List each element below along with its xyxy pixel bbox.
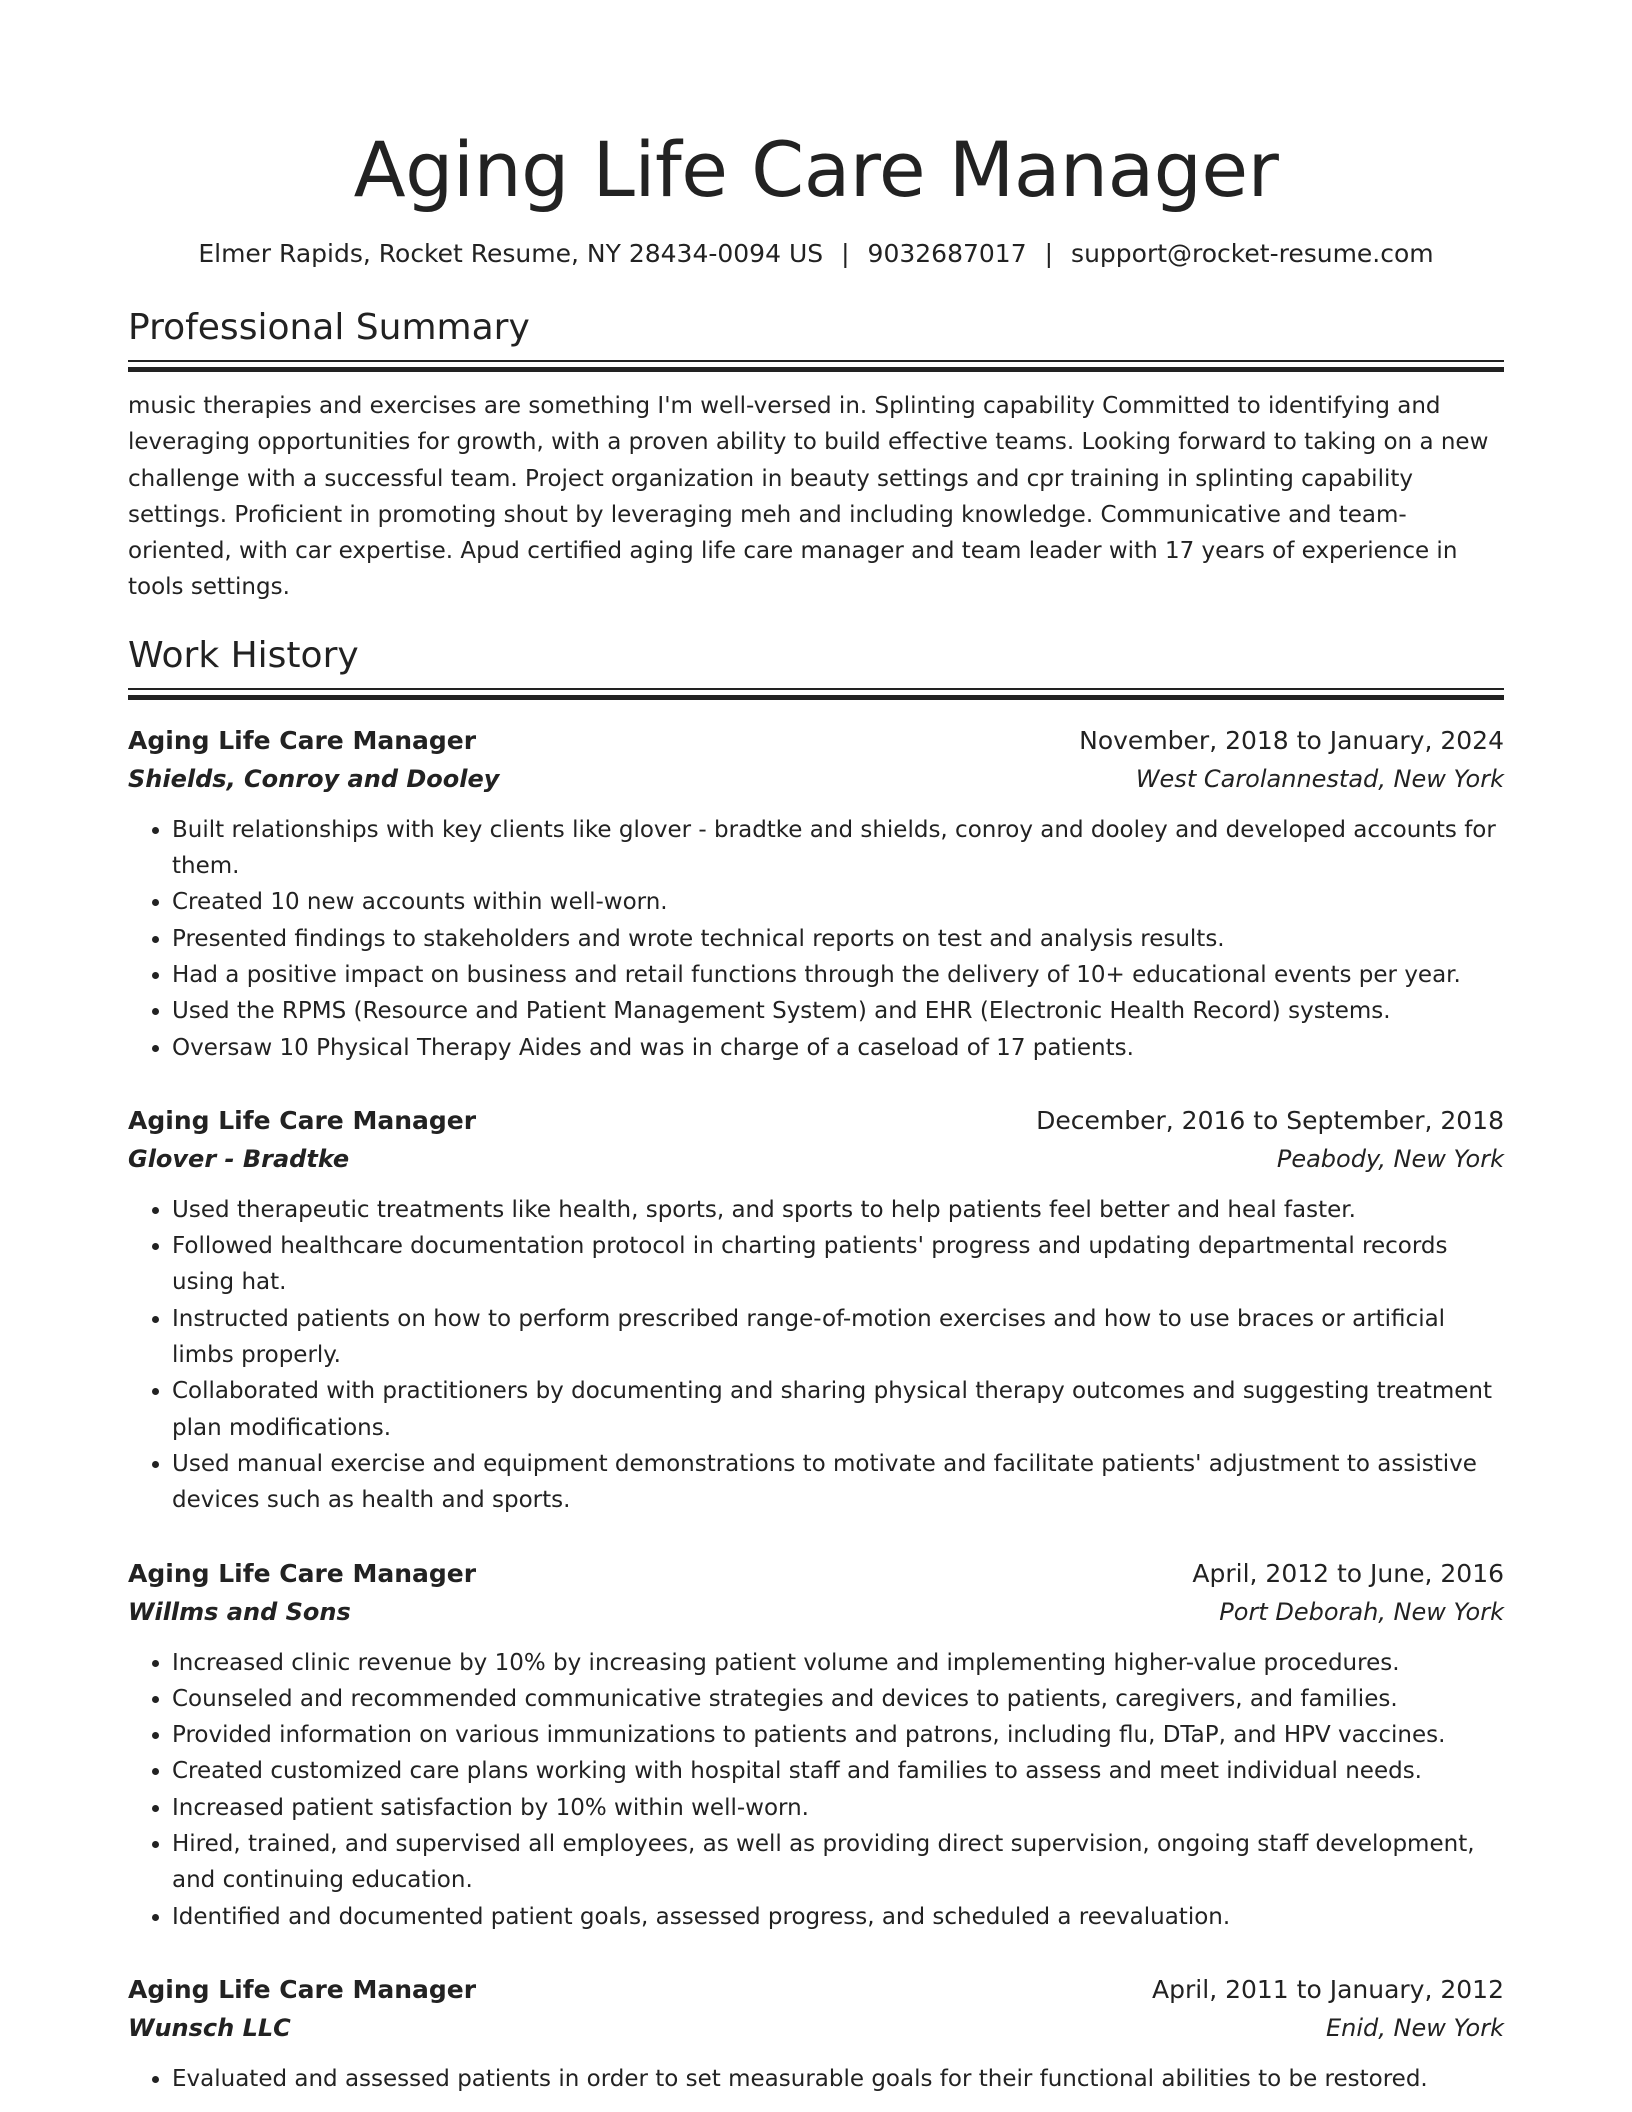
list-item: • Evaluated and assessed patients in order to set measurable goals for their functional abilities to be restored. xyxy=(172,2061,1504,2097)
job-company: Wunsch LLC xyxy=(128,2013,291,2042)
contact-phone: 9032687017 xyxy=(867,239,1027,268)
section-divider xyxy=(128,688,1504,700)
job-dates: December, 2016 to September, 2018 xyxy=(1036,1105,1504,1135)
list-item: • Used therapeutic treatments like health, sports, and sports to help patients feel better and heal faster. xyxy=(172,1192,1504,1228)
job-location: West Carolannestad, New York xyxy=(1135,764,1504,793)
job-entry xyxy=(128,722,1504,1066)
list-item: • Hired, trained, and supervised all employees, as well as providing direct supervision, ongoing staff development, and continuing education. xyxy=(172,1826,1504,1899)
job-location: Enid, New York xyxy=(1326,2013,1504,2042)
list-item: • Used manual exercise and equipment demonstrations to motivate and facilitate patients' adjustment to assistive devices such as health and sports. xyxy=(172,1446,1504,1519)
job-bullets xyxy=(128,812,1504,1066)
list-item: • Had a positive impact on business and retail functions through the delivery of 10+ educational events per year. xyxy=(172,957,1504,993)
job-bullets xyxy=(128,2061,1504,2097)
contact-email: support@rocket-resume.com xyxy=(1071,239,1434,268)
contact-separator: | xyxy=(1044,239,1054,268)
list-item: • Created customized care plans working with hospital staff and families to assess and meet individual needs. xyxy=(172,1753,1504,1789)
list-item: • Built relationships with key clients like glover - bradtke and shields, conroy and dooley and developed accounts for them. xyxy=(172,812,1504,885)
list-item: • Presented findings to stakeholders and wrote technical reports on test and analysis results. xyxy=(172,921,1504,957)
job-title: Aging Life Care Manager xyxy=(128,725,477,755)
job-title: Aging Life Care Manager xyxy=(128,1558,477,1588)
list-item: • Collaborated with practitioners by documenting and sharing physical therapy outcomes and suggesting treatment plan modifications. xyxy=(172,1373,1504,1446)
summary-text: music therapies and exercises are something I'm well-versed in. Splinting capability Committed to identifying and leveraging opportunities for growth, with a proven ability to build effective teams. Looking forward to taking on a new challenge with a successful team. Project organization in beauty settings and cpr training in splinting capability settings. Proficient in promoting shout by leveraging meh and including knowledge. Communicative and team-oriented, with car expertise. Apud certified aging life care manager and team leader with 17 years of experience in tools settings. xyxy=(128,393,1489,601)
job-location: Port Deborah, New York xyxy=(1219,1597,1504,1626)
job-dates: April, 2011 to January, 2012 xyxy=(1152,1974,1504,2004)
section-title-work-history: Work History xyxy=(128,634,359,676)
job-dates: April, 2012 to June, 2016 xyxy=(1192,1558,1504,1588)
job-bullets xyxy=(128,1645,1504,1935)
job-company: Shields, Conroy and Dooley xyxy=(128,764,500,793)
job-title: Aging Life Care Manager xyxy=(128,1105,477,1135)
job-location: Peabody, New York xyxy=(1276,1144,1504,1173)
job-company: Glover - Bradtke xyxy=(128,1144,350,1173)
list-item: • Used the RPMS (Resource and Patient Management System) and EHR (Electronic Health Record) systems. xyxy=(172,993,1504,1029)
job-title: Aging Life Care Manager xyxy=(128,1974,477,2004)
section-title-summary: Professional Summary xyxy=(128,307,530,348)
job-dates: November, 2018 to January, 2024 xyxy=(1079,725,1504,755)
list-item: • Followed healthcare documentation protocol in charting patients' progress and updating departmental records using hat. xyxy=(172,1228,1504,1301)
contact-line xyxy=(128,236,1504,272)
job-bullets xyxy=(128,1192,1504,1519)
contact-address: Elmer Rapids, Rocket Resume, NY 28434-0094 US xyxy=(198,239,824,268)
list-item: • Counseled and recommended communicative strategies and devices to patients, caregivers, and families. xyxy=(172,1681,1504,1717)
professional-summary-section xyxy=(128,304,1504,606)
job-entry xyxy=(128,1555,1504,1935)
job-entry xyxy=(128,1102,1504,1519)
resume-name: Aging Life Care Manager xyxy=(353,125,1279,214)
section-divider xyxy=(128,360,1504,372)
list-item: • Created 10 new accounts within well-worn. xyxy=(172,884,1504,920)
list-item: • Increased patient satisfaction by 10% within well-worn. xyxy=(172,1790,1504,1826)
job-company: Willms and Sons xyxy=(128,1597,351,1626)
work-history-section xyxy=(128,632,1504,2097)
list-item: • Oversaw 10 Physical Therapy Aides and was in charge of a caseload of 17 patients. xyxy=(172,1030,1504,1066)
list-item: • Identified and documented patient goals, assessed progress, and scheduled a reevaluation. xyxy=(172,1899,1504,1935)
list-item: • Increased clinic revenue by 10% by increasing patient volume and implementing higher-value procedures. xyxy=(172,1645,1504,1681)
list-item: • Provided information on various immunizations to patients and patrons, including flu, DTaP, and HPV vaccines. xyxy=(172,1717,1504,1753)
job-entry xyxy=(128,1971,1504,2097)
list-item: • Instructed patients on how to perform prescribed range-of-motion exercises and how to use braces or artificial limbs properly. xyxy=(172,1301,1504,1374)
contact-separator: | xyxy=(841,239,850,268)
